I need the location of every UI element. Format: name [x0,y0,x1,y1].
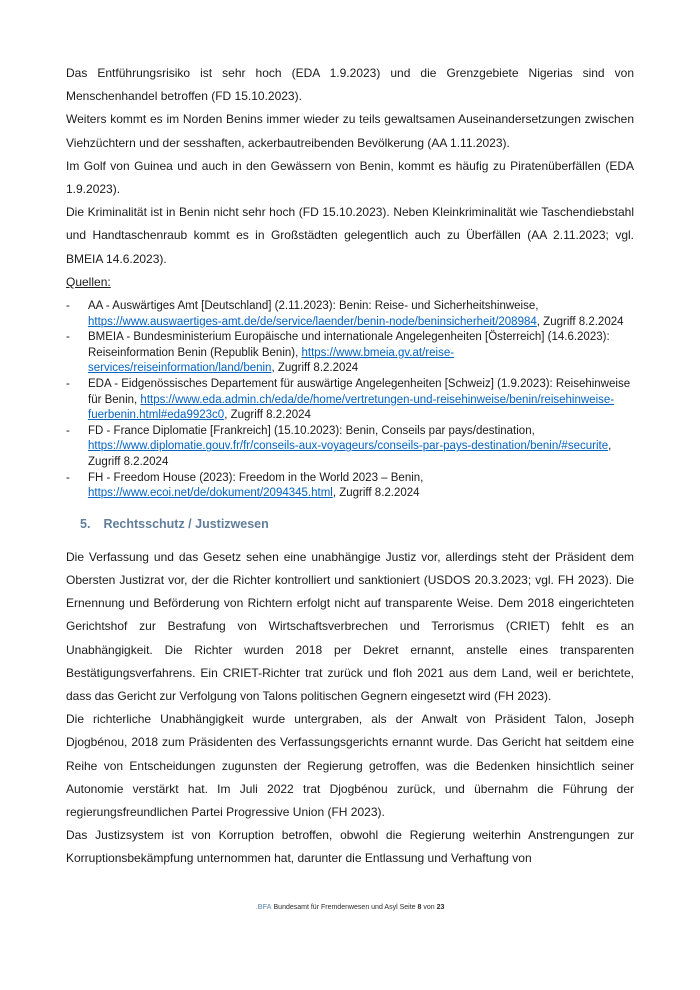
list-dash: - [66,331,70,344]
source-access-date: , Zugriff 8.2.2024 [271,362,359,375]
section-heading-rechtsschutz [66,516,634,533]
bfa-logo-icon: . [255,904,258,911]
footer-page-number: 8 [417,904,422,911]
source-link[interactable]: https://www.eda.admin.ch/eda/de/home/vertretungen-und-reisehinweise/benin/reisehinweise-fuerbenin.html#eda9923c0 [88,393,615,422]
page-content [66,62,634,871]
sources-list [66,299,634,502]
paragraph-north-benin-conflicts: Weiters kommt es im Norden Benins immer wieder zu teils gewaltsamen Auseinandersetzungen zwischen Viehzüchtern und der sesshaften, ackerbautreibenden Bevölkerung (AA 1.11.2023). [66,112,634,150]
source-item-text [88,471,634,502]
section-body [66,546,634,871]
list-dash: - [66,378,70,390]
source-item-text [88,330,634,377]
paragraph-corruption: Das Justizsystem ist von Korruption betroffen, obwohl die Regierung weiterhin Anstrengungen zur Korruptionsbekämpfung unternommen hat, darunter die Entlassung und Verhaftung von [66,828,634,866]
source-citation: AA - Auswärtiges Amt [Deutschland] (2.11.2023): Benin: Reise- und Sicherheitshinweise, [88,300,539,313]
source-access-date: , Zugriff 8.2.2024 [536,315,624,328]
source-citation: FD - France Diplomatie [Frankreich] (15.10.2023): Benin, Conseils par pays/destination, [88,424,535,437]
source-item-aa [66,299,634,330]
sources-label: Quellen: [66,274,111,289]
list-dash: - [66,424,70,437]
source-item-bmeia [66,330,634,377]
source-item-text [88,299,634,330]
source-item-eda [66,377,634,424]
source-access-date: , Zugriff 8.2.2024 [88,440,612,468]
source-item-fd [66,424,634,471]
source-citation: EDA - Eidgenössisches Departement für auswärtige Angelegenheiten [Schweiz] (1.9.2023): Reisehinweise für Benin, [88,378,631,406]
list-dash: - [66,300,70,313]
list-dash: - [66,471,70,484]
source-link[interactable]: https://www.bmeia.gv.at/reise-services/reiseinformation/land/benin [88,346,455,375]
section-number: 5. [80,516,91,531]
paragraph-gulf-of-guinea-piracy: Im Golf von Guinea und auch in den Gewässern von Benin, kommt es häufig zu Piratenüberfällen (EDA 1.9.2023). [66,158,634,197]
footer-page-label: Seite [399,904,418,911]
section-title: Rechtsschutz / Justizwesen [103,516,269,531]
source-link[interactable]: https://www.diplomatie.gouv.fr/fr/conseils-aux-voyageurs/conseils-par-pays-destination/benin/#securite [88,440,609,453]
source-item-text [88,377,634,424]
source-item-text [88,424,634,471]
page-footer [0,903,700,913]
source-item-fh [66,471,634,502]
source-access-date: , Zugriff 8.2.2024 [224,409,311,422]
footer-brand: BFA [257,904,272,911]
paragraph-criminality: Die Kriminalität ist in Benin nicht sehr hoch (FD 15.10.2023). Neben Kleinkriminalität wie Taschendiebstahl und Handtaschenraub kommt es in Großstädten gelegentlich auch zu Überfällen (AA 2.11.2023; vgl. BMEIA 14.6.2023). [66,205,634,266]
footer-of-label: von [421,904,437,911]
footer-org-name: Bundesamt für Fremdenwesen und Asyl [271,904,400,911]
paragraph-kidnapping-risk: Das Entführungsrisiko ist sehr hoch (EDA 1.9.2023) und die Grenzgebiete Nigerias sind von Menschenhandel betroffen (FD 15.10.2023). [66,66,634,104]
source-citation: FH - Freedom House (2023): Freedom in the World 2023 – Benin, [88,471,424,484]
source-citation: BMEIA - Bundesministerium Europäische und internationale Angelegenheiten [Österreich] (14.6.2023): Reiseinformation Benin (Republik Benin), [88,331,610,359]
paragraph-judiciary-independence: Die Verfassung und das Gesetz sehen eine unabhängige Justiz vor, allerdings steht der Präsident dem Obersten Justizrat vor, der die Richter kontrolliert und sanktioniert (USDOS 20.3.2023; vgl. FH 2023). Die Ernennung und Beförderung von Richtern erfolgt nicht auf transparente Weise. Dem 2018 eingerichteten Gerichtshof zur Bestrafung von Wirtschaftsverbrechen und Terrorismus (CRIET) fehlt es an Unabhängigkeit. Die Richter wurden 2018 per Dekret ernannt, anstelle eines transparenten Bestätigungsverfahrens. Ein CRIET-Richter trat zurück und floh 2021 aus dem Land, weil er berichtete, dass das Gericht zur Verfolgung von Talons politischen Gegnern eingesetzt wird (FH 2023). [66,549,634,703]
source-link[interactable]: https://www.ecoi.net/de/dokument/2094345.html [88,487,333,500]
paragraph-constitutional-court: Die richterliche Unabhängigkeit wurde untergraben, als der Anwalt von Präsident Talon, Joseph Djogbénou, 2018 zum Präsidenten des Verfassungsgerichts ernannt wurde. Das Gericht hat seitdem eine Reihe von Entscheidungen zugunsten der Regierung getroffen, was die Bedenken hinsichtlich seiner Autonomie verstärkt hat. Im Juli 2022 trat Djogbénou zurück, und übernahm die Führung der regierungsfreundlichen Partei Progressive Union (FH 2023). [66,712,634,819]
source-access-date: , Zugriff 8.2.2024 [332,487,420,500]
source-link[interactable]: https://www.auswaertiges-amt.de/de/service/laender/benin-node/beninsicherheit/208984 [88,315,537,328]
footer-page-total: 23 [436,904,445,911]
